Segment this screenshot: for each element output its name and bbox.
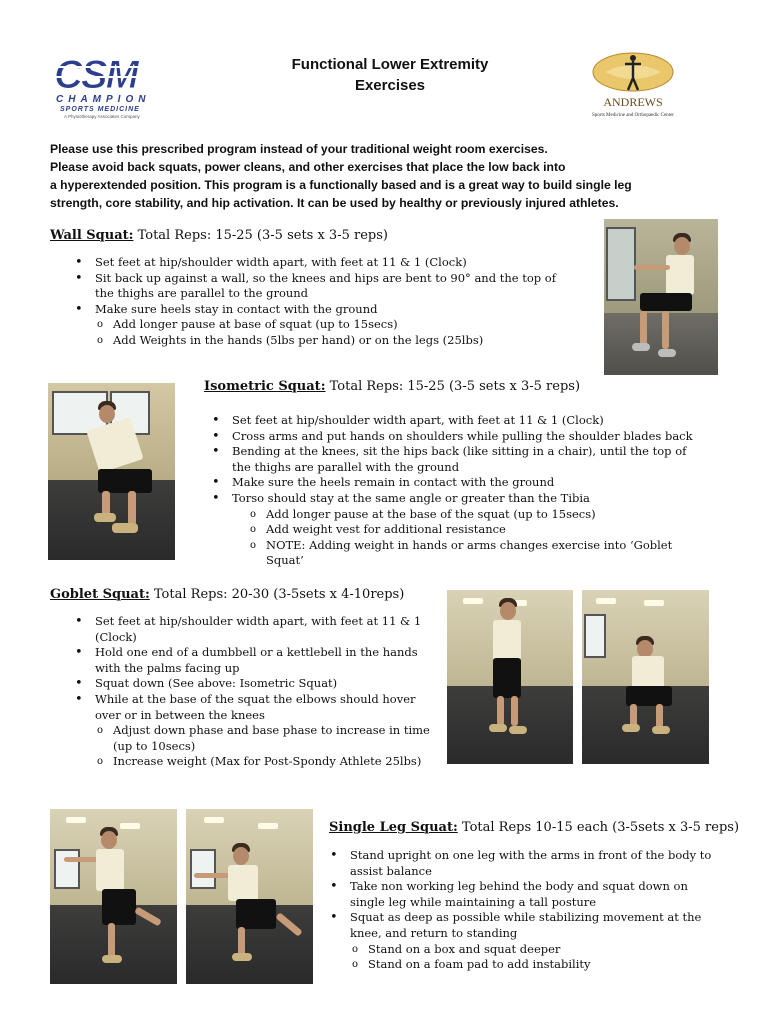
wall-squat-name: Wall Squat: (50, 228, 134, 243)
wall-squat-heading (50, 227, 388, 245)
list-item: • Cross arms and put hands on shoulders while pulling the shoulder blades back (210, 429, 698, 445)
isometric-squat-heading (204, 378, 580, 396)
page-title (230, 54, 550, 96)
isometric-squat-name: Isometric Squat: (204, 379, 326, 394)
list-item: • Make sure the heels remain in contact with the ground (210, 475, 698, 491)
goblet-squat-reps: Total Reps: 20-30 (3-5sets x 4-10reps) (149, 587, 405, 602)
list-item: • While at the base of the squat the elbows should hover over or in between the knees o Adjust down phase and base phase to increase in time (up to 10secs) o Increase weight (Max for Post-Spondy Athlete 25lbs) (73, 692, 439, 770)
isometric-squat-photo (48, 383, 175, 560)
list-item: • Stand upright on one leg with the arms in front of the body to assist balance (328, 848, 718, 879)
list-item: • Set feet at hip/shoulder width apart, with feet at 11 & 1 (Clock) (73, 614, 439, 645)
goblet-squat-heading (50, 586, 404, 604)
list-item: o Add longer pause at base of squat (up to 15secs) (95, 317, 563, 333)
wall-squat-photo (604, 219, 718, 375)
single-leg-squat-reps: Total Reps 10-15 each (3-5sets x 3-5 reps) (457, 820, 740, 835)
list-item: o Stand on a box and squat deeper (350, 942, 718, 958)
list-item: • Squat down (See above: Isometric Squat) (73, 676, 439, 692)
csm-logo-line3: A Physiotherapy Associates Company (64, 114, 140, 119)
intro-line: strength, core stability, and hip activation. It can be used by healthy or previously injured athletes. (50, 196, 619, 210)
list-item: o NOTE: Adding weight in hands or arms changes exercise into ‘Goblet Squat’ (248, 538, 698, 569)
list-item: • Torso should stay at the same angle or greater than the Tibia o Add longer pause at the base of the squat (up to 15secs) o Add weight vest for additional resistance o NOTE: Adding weight in hands or arms changes exercise into ‘Goblet Squat’ (210, 491, 698, 569)
goblet-squat-list (73, 614, 439, 770)
goblet-squat-sublist (95, 723, 439, 770)
intro-paragraph (50, 140, 730, 212)
isometric-squat-reps: Total Reps: 15-25 (3-5 sets x 3-5 reps) (325, 379, 581, 394)
single-leg-squat-list (328, 848, 718, 973)
list-item: • Make sure heels stay in contact with the ground o Add longer pause at base of squat (up to 15secs) o Add Weights in the hands (5lbs per hand) or on the legs (25lbs) (73, 302, 563, 349)
list-item: o Adjust down phase and base phase to increase in time (up to 10secs) (95, 723, 439, 754)
single-leg-squat-photo-2 (186, 809, 313, 984)
list-item: • Bending at the knees, sit the hips back (like sitting in a chair), until the top of the thighs are parallel with the ground (210, 444, 698, 475)
goblet-squat-photo-squatting (582, 590, 709, 764)
intro-line: a hyperextended position. This program is a functionally based and is a great way to build single leg (50, 178, 632, 192)
list-item: • Squat as deep as possible while stabilizing movement at the knee, and return to standing o Stand on a box and squat deeper o Stand on a foam pad to add instability (328, 910, 718, 972)
single-leg-squat-heading (329, 819, 739, 837)
page-title-line2: Exercises (354, 77, 426, 94)
wall-squat-reps: Total Reps: 15-25 (3-5 sets x 3-5 reps) (133, 228, 388, 243)
csm-logo-graphic (50, 50, 190, 122)
list-item: o Stand on a foam pad to add instability (350, 957, 718, 973)
list-item: • Hold one end of a dumbbell or a kettlebell in the hands with the palms facing up (73, 645, 439, 676)
intro-line: Please avoid back squats, power cleans, and other exercises that place the low back into (50, 160, 566, 174)
list-item: o Add Weights in the hands (5lbs per hand) or on the legs (25lbs) (95, 333, 563, 349)
isometric-squat-list (210, 413, 698, 569)
wall-squat-list (73, 255, 563, 349)
list-item: o Add weight vest for additional resistance (248, 522, 698, 538)
list-item: • Set feet at hip/shoulder width apart, with feet at 11 & 1 (Clock) (73, 255, 563, 271)
andrews-logo (585, 50, 695, 122)
list-item: o Add longer pause at the base of the squat (up to 15secs) (248, 507, 698, 523)
list-item: o Increase weight (Max for Post-Spondy Athlete 25lbs) (95, 754, 439, 770)
csm-logo-line1: CHAMPION (56, 94, 151, 105)
single-leg-squat-name: Single Leg Squat: (329, 820, 458, 835)
single-leg-squat-sublist (350, 942, 718, 973)
wall-squat-sublist (95, 317, 563, 348)
csm-logo-mark: CSM (54, 53, 137, 97)
csm-logo-line2: SPORTS MEDICINE (60, 106, 140, 113)
goblet-squat-photo-standing (447, 590, 573, 764)
csm-logo (50, 50, 190, 122)
list-item: • Take non working leg behind the body and squat down on single leg while maintaining a tall posture (328, 879, 718, 910)
isometric-squat-sublist (232, 507, 698, 569)
page-title-line1: Functional Lower Extremity (291, 56, 489, 73)
single-leg-squat-photo-1 (50, 809, 177, 984)
andrews-logo-graphic (585, 50, 695, 122)
intro-line: Please use this prescribed program instead of your traditional weight room exercises. (50, 142, 548, 156)
list-item: • Set feet at hip/shoulder width apart, with feet at 11 & 1 (Clock) (210, 413, 698, 429)
andrews-logo-tagline: Sports Medicine and Orthopaedic Center (592, 113, 674, 118)
andrews-logo-name: ANDREWS (603, 95, 663, 109)
goblet-squat-name: Goblet Squat: (50, 587, 150, 602)
list-item: • Sit back up against a wall, so the knees and hips are bent to 90° and the top of the thighs are parallel to the ground (73, 271, 563, 302)
